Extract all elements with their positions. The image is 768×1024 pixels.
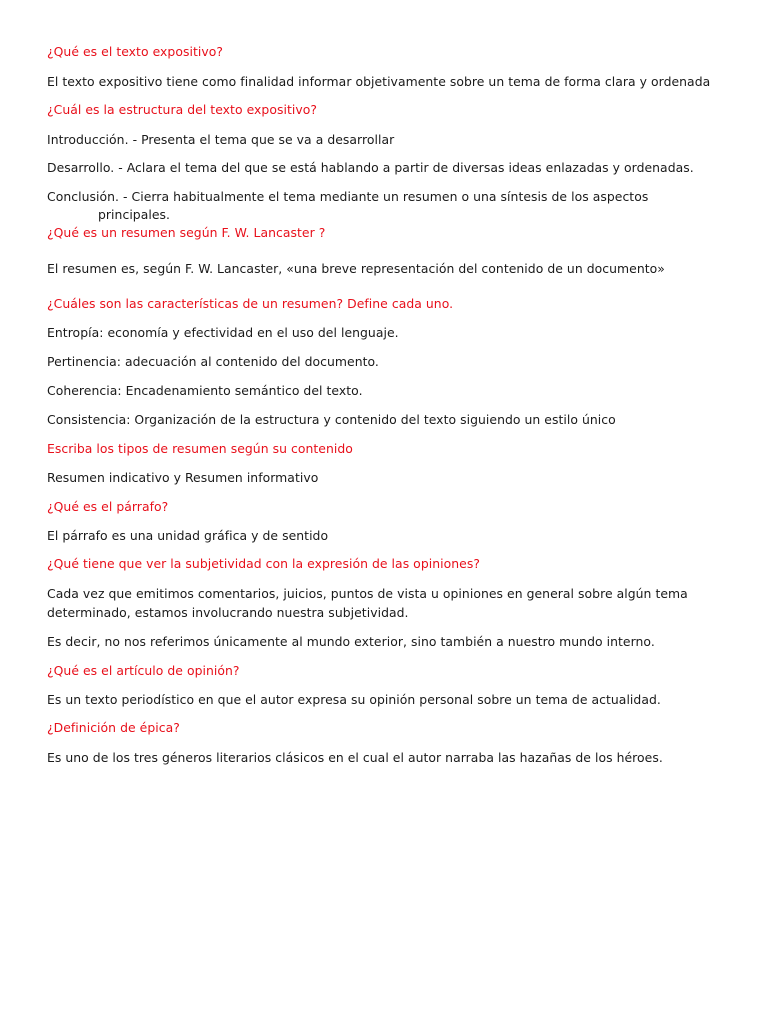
- question-opinion-article: ¿Qué es el artículo de opinión?: [47, 663, 240, 678]
- answer-summary-lancaster: El resumen es, según F. W. Lancaster, «una breve representación del contenido de un documento»: [47, 261, 665, 276]
- question-paragraph: ¿Qué es el párrafo?: [47, 499, 169, 514]
- answer-subjectivity-line-1: Cada vez que emitimos comentarios, juicios, puntos de vista u opiniones en general sobre algún tema: [47, 586, 688, 601]
- characteristic-pertinence: Pertinencia: adecuación al contenido del documento.: [47, 354, 379, 369]
- question-summary-types: Escriba los tipos de resumen según su contenido: [47, 441, 353, 456]
- question-summary-characteristics: ¿Cuáles son las características de un resumen? Define cada uno.: [47, 296, 454, 311]
- structure-introduction: Introducción. - Presenta el tema que se va a desarrollar: [47, 132, 395, 147]
- characteristic-consistency: Consistencia: Organización de la estructura y contenido del texto siguiendo un estilo único: [47, 412, 616, 427]
- answer-epic-definition: Es uno de los tres géneros literarios clásicos en el cual el autor narraba las hazañas de los héroes.: [47, 750, 663, 765]
- question-epic-definition: ¿Definición de épica?: [47, 720, 180, 735]
- structure-conclusion-continued: principales.: [98, 207, 171, 222]
- answer-subjectivity-line-3: Es decir, no nos referimos únicamente al mundo exterior, sino también a nuestro mundo interno.: [47, 634, 655, 649]
- characteristic-coherence: Coherencia: Encadenamiento semántico del texto.: [47, 383, 363, 398]
- answer-expository-text: El texto expositivo tiene como finalidad informar objetivamente sobre un tema de forma clara y ordenada: [47, 74, 711, 89]
- question-expository-structure: ¿Cuál es la estructura del texto expositivo?: [47, 102, 317, 117]
- answer-opinion-article: Es un texto periodístico en que el autor expresa su opinión personal sobre un tema de actualidad.: [47, 692, 661, 707]
- characteristic-entropy: Entropía: economía y efectividad en el uso del lenguaje.: [47, 325, 399, 340]
- question-subjectivity: ¿Qué tiene que ver la subjetividad con la expresión de las opiniones?: [47, 556, 480, 571]
- question-expository-text: ¿Qué es el texto expositivo?: [47, 44, 224, 59]
- answer-subjectivity-line-2: determinado, estamos involucrando nuestra subjetividad.: [47, 605, 409, 620]
- structure-conclusion: Conclusión. - Cierra habitualmente el tema mediante un resumen o una síntesis de los aspectos: [47, 189, 649, 204]
- answer-summary-types: Resumen indicativo y Resumen informativo: [47, 470, 319, 485]
- answer-paragraph: El párrafo es una unidad gráfica y de sentido: [47, 528, 329, 543]
- question-summary-lancaster: ¿Qué es un resumen según F. W. Lancaster ?: [47, 225, 326, 240]
- structure-development: Desarrollo. - Aclara el tema del que se está hablando a partir de diversas ideas enlazadas y ordenadas.: [47, 160, 694, 175]
